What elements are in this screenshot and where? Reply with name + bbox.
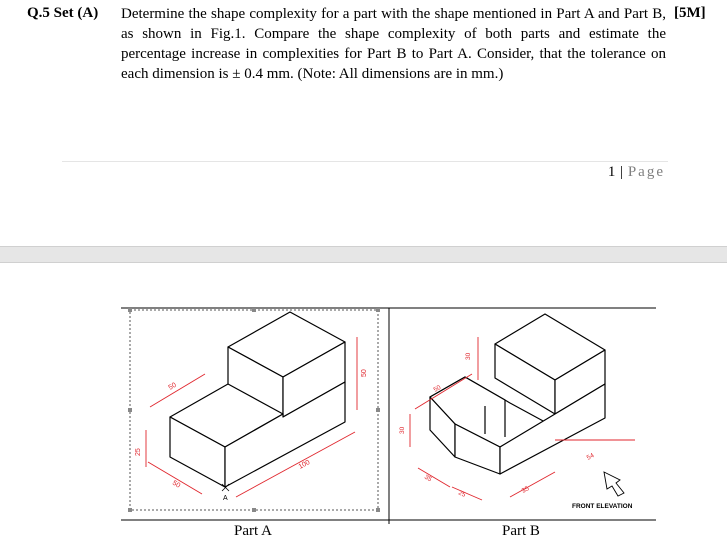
page-number-value: 1 <box>607 164 616 180</box>
partA-dim-depth: 50 <box>171 479 182 490</box>
question-label: Q.5 Set (A) <box>27 5 99 21</box>
partB-caption: Part B <box>502 523 540 539</box>
partB-dim-d1: 35 <box>423 473 433 484</box>
partB-dim-top: 30 <box>465 352 472 360</box>
partB-dim-d4: 54 <box>585 452 596 462</box>
partA-caption: Part A <box>234 523 272 539</box>
partA-dim-top-width: 50 <box>167 381 178 392</box>
partA-dim-height: 50 <box>361 369 368 377</box>
partB-dim-d2: 25 <box>457 489 467 499</box>
partA-dim-length: 100 <box>297 459 312 471</box>
partA-dim-left-height: 25 <box>135 448 142 456</box>
partA-drawing <box>167 312 345 487</box>
page-break-gap <box>0 246 727 263</box>
partB-dim-left-top: 50 <box>432 384 443 394</box>
front-elevation-arrow-icon <box>604 472 624 496</box>
question-marks: [5M] <box>674 5 706 21</box>
figure-1 <box>0 262 727 524</box>
page-number <box>608 164 665 181</box>
partB-dim-d3: 35 <box>520 485 531 495</box>
partA-point-label: A <box>223 495 228 502</box>
page-word: Page <box>627 164 665 180</box>
front-elevation-label: FRONT ELEVATION <box>572 503 633 510</box>
footer-divider <box>62 161 668 162</box>
question-text: Determine the shape complexity for a part with the shape mentioned in Part A and Part B, as shown in Fig.1. Compare the shape complexity of both parts and estimate the percentage increase in complexities for Part B to Part A. Consider, that the tolerance on each dimension is ± 0.4 mm. (Note: All dimensions are in mm.) <box>121 6 666 82</box>
page-number-separator: | <box>615 164 628 180</box>
partB-drawing <box>430 314 605 474</box>
partB-dim-side: 30 <box>399 426 406 434</box>
